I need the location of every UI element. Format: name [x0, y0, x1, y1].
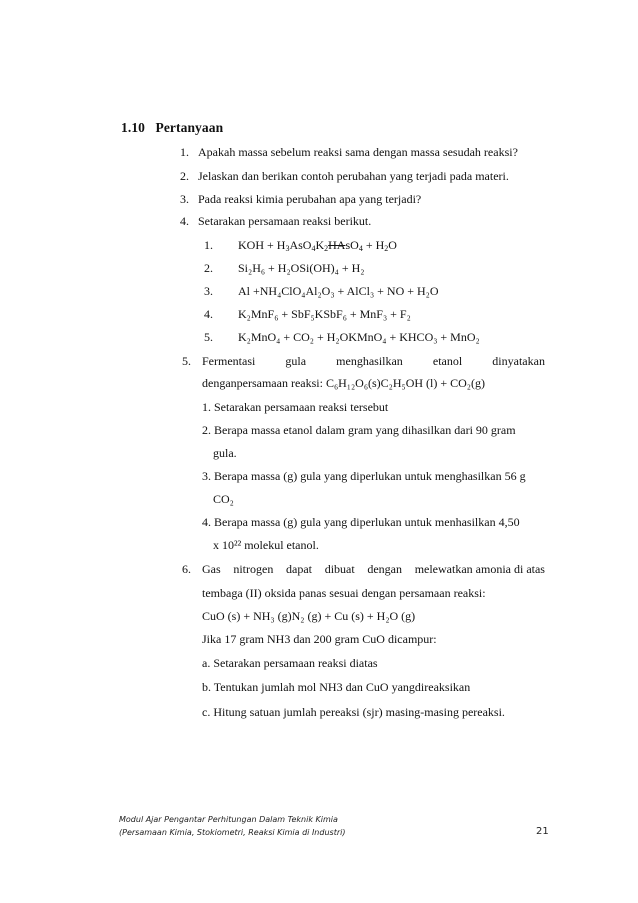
question-5-item: 3. Berapa massa (g) gula yang diperlukan untuk menghasilkan 56 g — [202, 469, 526, 483]
question-5-item: 4. Berapa massa (g) gula yang diperlukan untuk menhasilkan 4,50 — [202, 515, 520, 529]
equation-3 — [204, 284, 439, 299]
equation-text: Al +NH₄ClO₄Al₂O₃ + AlCl₃ + NO + H₂O — [238, 284, 439, 298]
question-number: 4. — [180, 214, 189, 228]
page-number: 21 — [536, 826, 549, 837]
equation-text: Si₂H₆ + H₂OSi(OH)₄ + H₂ — [238, 261, 365, 275]
equation-number: 5. — [204, 330, 213, 344]
question-5-item-cont: x 10²² molekul etanol. — [213, 538, 319, 552]
question-6-line: tembaga (II) oksida panas sesuai dengan persamaan reaksi: — [202, 586, 486, 600]
question-5-equation: denganpersamaan reaksi: C₆H₁₂O₆(s)C₂H₅OH (l) + CO₂(g) — [202, 376, 485, 390]
question-5-item-cont: CO₂ — [213, 492, 234, 506]
question-6-item: b. Tentukan jumlah mol NH3 dan CuO yangdireaksikan — [202, 680, 471, 694]
question-4 — [180, 214, 371, 229]
equation-number: 4. — [204, 307, 213, 321]
footer-module-subtitle: (Persamaan Kimia, Stokiometri, Reaksi Kimia di Industri) — [119, 828, 346, 837]
question-5-item-cont: gula. — [213, 446, 237, 460]
section-title: Pertanyaan — [155, 120, 224, 135]
section-number: 1.10 — [121, 120, 146, 135]
equation-number: 1. — [204, 238, 213, 252]
question-text: Apakah massa sebelum reaksi sama dengan massa sesudah reaksi? — [198, 145, 518, 159]
question-6-first-line: Gas nitrogen dapat dibuat dengan melewatkan amonia di atas — [202, 562, 545, 576]
equation-2 — [204, 261, 365, 276]
question-6-line: Jika 17 gram NH3 dan 200 gram CuO dicampur: — [202, 632, 437, 646]
question-1 — [180, 145, 518, 160]
question-text: Pada reaksi kimia perubahan apa yang terjadi? — [198, 192, 422, 206]
equation-text: K₂MnO₄ + CO₂ + H₂OKMnO₄ + KHCO₃ + MnO₂ — [238, 330, 480, 344]
equation-5 — [204, 330, 480, 345]
equation-text: K₂MnF₆ + SbF₅KSbF₆ + MnF₃ + F₂ — [238, 307, 411, 321]
question-number: 3. — [180, 192, 189, 206]
question-3 — [180, 192, 421, 207]
question-number: 1. — [180, 145, 189, 159]
equation-text: KOH + $H_3AsO_4K_2HAsO_4 + H_2O$ — [238, 238, 397, 253]
question-text: Jelaskan dan berikan contoh perubahan yang terjadi pada materi. — [198, 169, 509, 183]
question-6-item: a. Setarakan persamaan reaksi diatas — [202, 656, 378, 670]
footer-module-title: Modul Ajar Pengantar Perhitungan Dalam Teknik Kimia — [119, 815, 338, 824]
question-5-first-line: Fermentasi gula menghasilkan etanol dinyatakan — [202, 354, 545, 368]
equation-1 — [204, 238, 397, 253]
equation-number: 2. — [204, 261, 213, 275]
section-heading — [121, 120, 223, 136]
question-5-number: 5. — [182, 354, 191, 368]
equation-4 — [204, 307, 411, 322]
question-number: 2. — [180, 169, 189, 183]
question-2 — [180, 169, 509, 184]
question-6-item: c. Hitung satuan jumlah pereaksi (sjr) masing-masing pereaksi. — [202, 705, 505, 719]
question-5-item: 2. Berapa massa etanol dalam gram yang dihasilkan dari 90 gram — [202, 423, 516, 437]
equation-number: 3. — [204, 284, 213, 298]
question-6-number: 6. — [182, 562, 191, 576]
question-text: Setarakan persamaan reaksi berikut. — [195, 214, 372, 228]
question-5-item: 1. Setarakan persamaan reaksi tersebut — [202, 400, 389, 414]
question-6-equation: CuO (s) + NH₃ (g)N₂ (g) + Cu (s) + H₂O (g) — [202, 609, 416, 623]
